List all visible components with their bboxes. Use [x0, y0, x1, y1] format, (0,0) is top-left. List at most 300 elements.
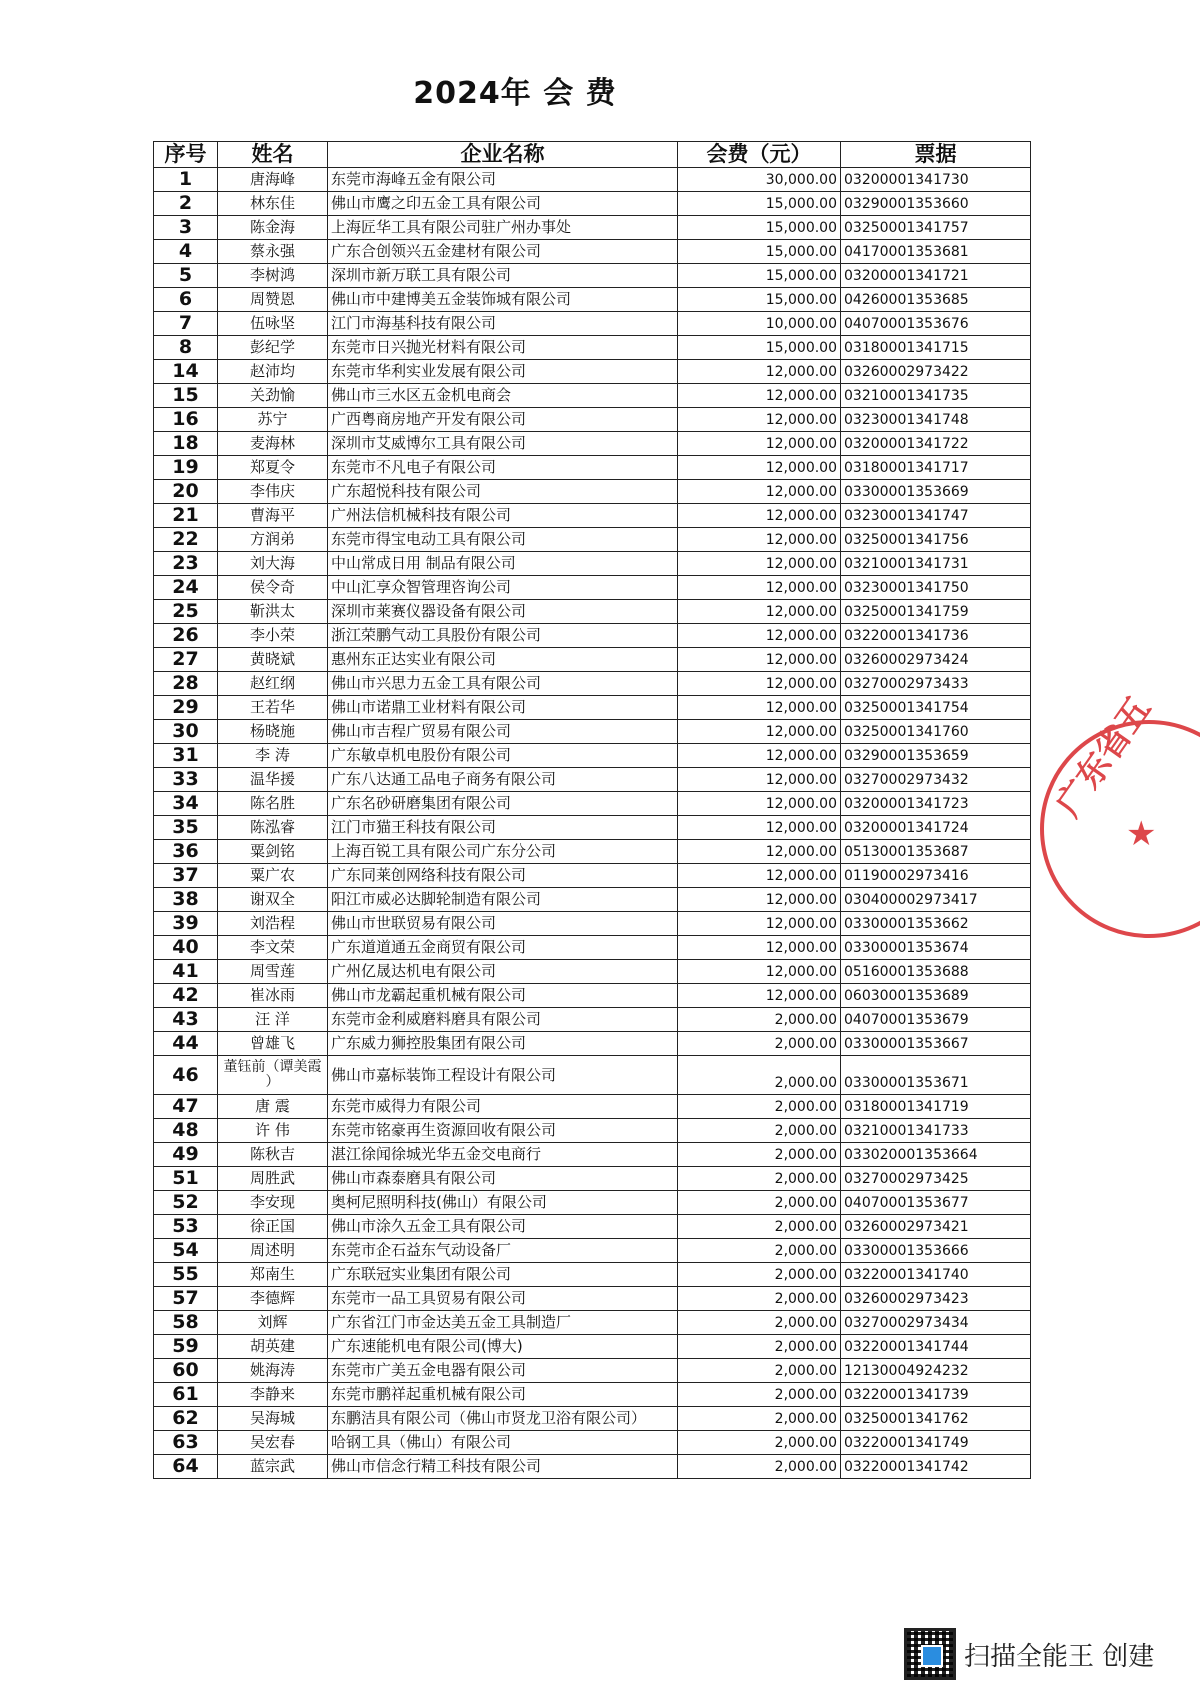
row-receipt: 03300001353662	[841, 912, 1031, 936]
table-row	[154, 1143, 1031, 1167]
official-seal	[1040, 689, 1200, 938]
row-no: 28	[154, 672, 218, 696]
row-company: 佛山市中建博美五金装饰城有限公司	[328, 288, 678, 312]
row-name: 苏宁	[218, 408, 328, 432]
row-name: 林东佳	[218, 192, 328, 216]
row-fee: 2,000.00	[678, 1407, 841, 1431]
row-fee: 15,000.00	[678, 264, 841, 288]
row-name: 吴海城	[218, 1407, 328, 1431]
row-company: 江门市海基科技有限公司	[328, 312, 678, 336]
row-receipt: 03220001341740	[841, 1263, 1031, 1287]
row-no: 55	[154, 1263, 218, 1287]
row-name: 李伟庆	[218, 480, 328, 504]
row-no: 35	[154, 816, 218, 840]
row-receipt: 03300001353674	[841, 936, 1031, 960]
row-receipt: 03260002973423	[841, 1287, 1031, 1311]
row-fee: 2,000.00	[678, 1431, 841, 1455]
table-row	[154, 360, 1031, 384]
row-receipt: 03220001341736	[841, 624, 1031, 648]
table-row	[154, 888, 1031, 912]
row-fee: 2,000.00	[678, 1359, 841, 1383]
row-fee: 2,000.00	[678, 1095, 841, 1119]
row-no: 4	[154, 240, 218, 264]
table-row	[154, 1119, 1031, 1143]
row-name: 姚海涛	[218, 1359, 328, 1383]
row-receipt: 03270002973434	[841, 1311, 1031, 1335]
table-row	[154, 216, 1031, 240]
row-fee: 15,000.00	[678, 288, 841, 312]
row-fee: 15,000.00	[678, 336, 841, 360]
row-no: 51	[154, 1167, 218, 1191]
row-name: 吴宏春	[218, 1431, 328, 1455]
row-company: 佛山市兴思力五金工具有限公司	[328, 672, 678, 696]
row-fee: 2,000.00	[678, 1215, 841, 1239]
row-fee: 15,000.00	[678, 240, 841, 264]
row-name: 董钰前（谭美霞 ）	[218, 1056, 328, 1095]
row-receipt: 03200001341721	[841, 264, 1031, 288]
row-fee: 2,000.00	[678, 1191, 841, 1215]
row-name: 李 涛	[218, 744, 328, 768]
row-fee: 12,000.00	[678, 408, 841, 432]
row-fee: 12,000.00	[678, 648, 841, 672]
row-fee: 30,000.00	[678, 168, 841, 192]
row-no: 8	[154, 336, 218, 360]
row-name: 陈泓睿	[218, 816, 328, 840]
row-name: 李德辉	[218, 1287, 328, 1311]
row-fee: 2,000.00	[678, 1119, 841, 1143]
row-name: 周述明	[218, 1239, 328, 1263]
row-receipt: 03250001341757	[841, 216, 1031, 240]
row-company: 江门市猫王科技有限公司	[328, 816, 678, 840]
row-receipt: 03250001341762	[841, 1407, 1031, 1431]
header-fee: 会费（元）	[678, 142, 841, 168]
row-name: 李文荣	[218, 936, 328, 960]
qr-code-icon	[904, 1628, 956, 1680]
row-name: 赵沛均	[218, 360, 328, 384]
row-name: 曾雄飞	[218, 1032, 328, 1056]
seal-star-icon: ★	[1126, 814, 1157, 854]
row-receipt: 03290001353659	[841, 744, 1031, 768]
row-no: 58	[154, 1311, 218, 1335]
scanner-watermark	[904, 1624, 1154, 1684]
row-no: 62	[154, 1407, 218, 1431]
row-no: 40	[154, 936, 218, 960]
row-company: 广东道道通五金商贸有限公司	[328, 936, 678, 960]
row-company: 佛山市诺鼎工业材料有限公司	[328, 696, 678, 720]
table-row	[154, 1167, 1031, 1191]
row-company: 广东敏卓机电股份有限公司	[328, 744, 678, 768]
row-fee: 12,000.00	[678, 696, 841, 720]
row-no: 20	[154, 480, 218, 504]
table-row	[154, 384, 1031, 408]
row-receipt: 03210001341731	[841, 552, 1031, 576]
row-no: 47	[154, 1095, 218, 1119]
table-body	[154, 168, 1031, 1479]
row-fee: 12,000.00	[678, 936, 841, 960]
table-row	[154, 408, 1031, 432]
row-fee: 12,000.00	[678, 816, 841, 840]
row-company: 广东速能机电有限公司(博大)	[328, 1335, 678, 1359]
table-row	[154, 744, 1031, 768]
row-receipt: 12130004924232	[841, 1359, 1031, 1383]
row-company: 广州亿晟达机电有限公司	[328, 960, 678, 984]
row-name: 谢双全	[218, 888, 328, 912]
row-receipt: 03180001341719	[841, 1095, 1031, 1119]
row-receipt: 03300001353667	[841, 1032, 1031, 1056]
row-name: 徐正国	[218, 1215, 328, 1239]
row-fee: 2,000.00	[678, 1287, 841, 1311]
seal-text: 广东省五	[1048, 689, 1160, 824]
row-fee: 12,000.00	[678, 888, 841, 912]
row-receipt: 01190002973416	[841, 864, 1031, 888]
row-company: 广东省江门市金达美五金工具制造厂	[328, 1311, 678, 1335]
row-receipt: 03210001341733	[841, 1119, 1031, 1143]
row-no: 30	[154, 720, 218, 744]
row-company: 东莞市鹏祥起重机械有限公司	[328, 1383, 678, 1407]
row-no: 21	[154, 504, 218, 528]
row-receipt: 05130001353687	[841, 840, 1031, 864]
row-no: 52	[154, 1191, 218, 1215]
row-receipt: 03220001341739	[841, 1383, 1031, 1407]
row-receipt: 03230001341750	[841, 576, 1031, 600]
row-company: 广州法信机械科技有限公司	[328, 504, 678, 528]
row-receipt: 03200001341722	[841, 432, 1031, 456]
row-no: 39	[154, 912, 218, 936]
table-row	[154, 1287, 1031, 1311]
row-no: 16	[154, 408, 218, 432]
row-no: 25	[154, 600, 218, 624]
row-receipt: 03220001341742	[841, 1455, 1031, 1479]
row-company: 东莞市威得力有限公司	[328, 1095, 678, 1119]
row-company: 佛山市世联贸易有限公司	[328, 912, 678, 936]
row-company: 东莞市华利实业发展有限公司	[328, 360, 678, 384]
row-name: 唐海峰	[218, 168, 328, 192]
row-name: 刘辉	[218, 1311, 328, 1335]
table-row	[154, 792, 1031, 816]
row-receipt: 03250001341754	[841, 696, 1031, 720]
row-name: 麦海林	[218, 432, 328, 456]
row-company: 哈钢工具（佛山）有限公司	[328, 1431, 678, 1455]
table-row	[154, 336, 1031, 360]
row-fee: 2,000.00	[678, 1032, 841, 1056]
table-row	[154, 528, 1031, 552]
table-row	[154, 1383, 1031, 1407]
row-no: 57	[154, 1287, 218, 1311]
row-name: 刘大海	[218, 552, 328, 576]
table-row	[154, 1431, 1031, 1455]
row-company: 佛山市龙霸起重机械有限公司	[328, 984, 678, 1008]
row-no: 53	[154, 1215, 218, 1239]
table-row	[154, 240, 1031, 264]
row-fee: 12,000.00	[678, 792, 841, 816]
row-company: 深圳市艾威博尔工具有限公司	[328, 432, 678, 456]
row-company: 东莞市一品工具贸易有限公司	[328, 1287, 678, 1311]
row-fee: 12,000.00	[678, 432, 841, 456]
row-company: 佛山市吉程广贸易有限公司	[328, 720, 678, 744]
row-no: 49	[154, 1143, 218, 1167]
row-name: 汪 洋	[218, 1008, 328, 1032]
row-fee: 15,000.00	[678, 216, 841, 240]
row-name: 王若华	[218, 696, 328, 720]
row-company: 广西粤商房地产开发有限公司	[328, 408, 678, 432]
table-row	[154, 1056, 1031, 1095]
table-row	[154, 1239, 1031, 1263]
table-row	[154, 456, 1031, 480]
table-row	[154, 312, 1031, 336]
row-company: 东莞市日兴抛光材料有限公司	[328, 336, 678, 360]
table-row	[154, 1311, 1031, 1335]
row-name: 蓝宗武	[218, 1455, 328, 1479]
row-company: 惠州东正达实业有限公司	[328, 648, 678, 672]
row-company: 佛山市信念行精工科技有限公司	[328, 1455, 678, 1479]
row-company: 东莞市铭豪再生资源回收有限公司	[328, 1119, 678, 1143]
row-fee: 12,000.00	[678, 624, 841, 648]
row-fee: 12,000.00	[678, 960, 841, 984]
row-no: 2	[154, 192, 218, 216]
row-company: 上海百锐工具有限公司广东分公司	[328, 840, 678, 864]
row-no: 42	[154, 984, 218, 1008]
row-company: 东莞市企石益东气动设备厂	[328, 1239, 678, 1263]
row-company: 佛山市涂久五金工具有限公司	[328, 1215, 678, 1239]
header-receipt: 票据	[841, 142, 1031, 168]
row-company: 深圳市莱赛仪器设备有限公司	[328, 600, 678, 624]
row-name: 刘浩程	[218, 912, 328, 936]
row-receipt: 03260002973424	[841, 648, 1031, 672]
row-company: 奥柯尼照明科技(佛山）有限公司	[328, 1191, 678, 1215]
row-name: 李静来	[218, 1383, 328, 1407]
row-name: 周雪莲	[218, 960, 328, 984]
row-fee: 12,000.00	[678, 552, 841, 576]
row-receipt: 03300001353671	[841, 1056, 1031, 1095]
row-company: 东莞市不凡电子有限公司	[328, 456, 678, 480]
row-fee: 15,000.00	[678, 192, 841, 216]
table-row	[154, 552, 1031, 576]
row-name: 崔冰雨	[218, 984, 328, 1008]
row-company: 广东联冠实业集团有限公司	[328, 1263, 678, 1287]
row-fee: 2,000.00	[678, 1455, 841, 1479]
row-name: 粟广农	[218, 864, 328, 888]
row-name: 胡英建	[218, 1335, 328, 1359]
row-no: 14	[154, 360, 218, 384]
row-company: 广东超悦科技有限公司	[328, 480, 678, 504]
table-row	[154, 1407, 1031, 1431]
row-no: 34	[154, 792, 218, 816]
row-no: 60	[154, 1359, 218, 1383]
row-name: 曹海平	[218, 504, 328, 528]
table-row	[154, 768, 1031, 792]
row-fee: 12,000.00	[678, 768, 841, 792]
row-receipt: 03250001341756	[841, 528, 1031, 552]
table-row	[154, 864, 1031, 888]
row-company: 广东同莱创网络科技有限公司	[328, 864, 678, 888]
table-row	[154, 1359, 1031, 1383]
table-row	[154, 576, 1031, 600]
row-company: 佛山市鹰之印五金工具有限公司	[328, 192, 678, 216]
table-row	[154, 720, 1031, 744]
table-header-row	[154, 142, 1031, 168]
row-receipt: 03300001353666	[841, 1239, 1031, 1263]
row-no: 59	[154, 1335, 218, 1359]
row-receipt: 03200001341730	[841, 168, 1031, 192]
row-name: 李树鸿	[218, 264, 328, 288]
row-receipt: 03270002973432	[841, 768, 1031, 792]
row-name: 方润弟	[218, 528, 328, 552]
row-name: 李安现	[218, 1191, 328, 1215]
table-row	[154, 1335, 1031, 1359]
row-fee: 2,000.00	[678, 1335, 841, 1359]
row-name: 许 伟	[218, 1119, 328, 1143]
row-company: 佛山市嘉标装饰工程设计有限公司	[328, 1056, 678, 1095]
row-receipt: 04070001353677	[841, 1191, 1031, 1215]
row-name: 唐 震	[218, 1095, 328, 1119]
row-company: 中山汇享众智管理咨询公司	[328, 576, 678, 600]
row-company: 广东合创领兴五金建材有限公司	[328, 240, 678, 264]
membership-fee-table	[153, 141, 1031, 1479]
row-name: 周胜武	[218, 1167, 328, 1191]
row-no: 37	[154, 864, 218, 888]
row-receipt: 06030001353689	[841, 984, 1031, 1008]
table-row	[154, 1032, 1031, 1056]
row-no: 24	[154, 576, 218, 600]
row-no: 33	[154, 768, 218, 792]
row-no: 15	[154, 384, 218, 408]
row-no: 63	[154, 1431, 218, 1455]
row-receipt: 03250001341760	[841, 720, 1031, 744]
row-no: 5	[154, 264, 218, 288]
row-fee: 10,000.00	[678, 312, 841, 336]
page-title: 2024年 会 费	[413, 76, 617, 111]
row-company: 东鹏洁具有限公司（佛山市贤龙卫浴有限公司）	[328, 1407, 678, 1431]
row-no: 31	[154, 744, 218, 768]
row-company: 东莞市金利威磨料磨具有限公司	[328, 1008, 678, 1032]
row-fee: 12,000.00	[678, 984, 841, 1008]
row-name: 陈金海	[218, 216, 328, 240]
table-row	[154, 480, 1031, 504]
row-name: 陈名胜	[218, 792, 328, 816]
row-company: 佛山市森泰磨具有限公司	[328, 1167, 678, 1191]
row-receipt: 033020001353664	[841, 1143, 1031, 1167]
row-name: 黄晓斌	[218, 648, 328, 672]
row-no: 27	[154, 648, 218, 672]
row-name: 周赞恩	[218, 288, 328, 312]
row-no: 46	[154, 1056, 218, 1095]
row-no: 19	[154, 456, 218, 480]
row-no: 26	[154, 624, 218, 648]
row-receipt: 04070001353679	[841, 1008, 1031, 1032]
table-row	[154, 432, 1031, 456]
row-receipt: 03300001353669	[841, 480, 1031, 504]
table-row	[154, 600, 1031, 624]
row-name: 侯令奇	[218, 576, 328, 600]
row-name: 郑南生	[218, 1263, 328, 1287]
row-name: 赵红纲	[218, 672, 328, 696]
row-company: 上海匠华工具有限公司驻广州办事处	[328, 216, 678, 240]
row-name: 伍咏坚	[218, 312, 328, 336]
table-row	[154, 1215, 1031, 1239]
row-receipt: 03220001341744	[841, 1335, 1031, 1359]
row-company: 广东名砂研磨集团有限公司	[328, 792, 678, 816]
row-receipt: 03210001341735	[841, 384, 1031, 408]
table-row	[154, 960, 1031, 984]
row-fee: 12,000.00	[678, 720, 841, 744]
row-fee: 12,000.00	[678, 360, 841, 384]
row-fee: 2,000.00	[678, 1008, 841, 1032]
row-fee: 12,000.00	[678, 384, 841, 408]
row-no: 61	[154, 1383, 218, 1407]
row-no: 7	[154, 312, 218, 336]
row-receipt: 03230001341747	[841, 504, 1031, 528]
row-fee: 12,000.00	[678, 504, 841, 528]
row-no: 29	[154, 696, 218, 720]
row-company: 广东威力狮控股集团有限公司	[328, 1032, 678, 1056]
row-no: 22	[154, 528, 218, 552]
row-receipt: 03230001341748	[841, 408, 1031, 432]
table-row	[154, 648, 1031, 672]
row-no: 48	[154, 1119, 218, 1143]
row-fee: 2,000.00	[678, 1056, 841, 1095]
row-fee: 12,000.00	[678, 672, 841, 696]
row-receipt: 03260002973422	[841, 360, 1031, 384]
row-receipt: 03290001353660	[841, 192, 1031, 216]
row-receipt: 04170001353681	[841, 240, 1031, 264]
row-company: 阳江市威必达脚轮制造有限公司	[328, 888, 678, 912]
table-row	[154, 264, 1031, 288]
row-receipt: 03200001341723	[841, 792, 1031, 816]
table-row	[154, 504, 1031, 528]
table-row	[154, 672, 1031, 696]
row-company: 东莞市广美五金电器有限公司	[328, 1359, 678, 1383]
row-fee: 2,000.00	[678, 1239, 841, 1263]
row-fee: 12,000.00	[678, 744, 841, 768]
row-receipt: 03200001341724	[841, 816, 1031, 840]
row-name: 彭纪学	[218, 336, 328, 360]
row-fee: 12,000.00	[678, 456, 841, 480]
table-row	[154, 984, 1031, 1008]
row-name: 粟剑铭	[218, 840, 328, 864]
header-name: 姓名	[218, 142, 328, 168]
table-row	[154, 936, 1031, 960]
row-name: 陈秋吉	[218, 1143, 328, 1167]
watermark-text: 扫描全能王 创建	[964, 1641, 1155, 1672]
row-no: 43	[154, 1008, 218, 1032]
row-no: 18	[154, 432, 218, 456]
row-company: 东莞市海峰五金有限公司	[328, 168, 678, 192]
row-fee: 2,000.00	[678, 1263, 841, 1287]
table-row	[154, 840, 1031, 864]
table-row	[154, 1008, 1031, 1032]
row-fee: 12,000.00	[678, 864, 841, 888]
row-no: 36	[154, 840, 218, 864]
table-row	[154, 696, 1031, 720]
row-receipt: 03250001341759	[841, 600, 1031, 624]
row-name: 温华援	[218, 768, 328, 792]
table-row	[154, 624, 1031, 648]
table-row	[154, 192, 1031, 216]
row-fee: 12,000.00	[678, 600, 841, 624]
row-fee: 12,000.00	[678, 528, 841, 552]
table-row	[154, 168, 1031, 192]
table-row	[154, 1095, 1031, 1119]
row-no: 44	[154, 1032, 218, 1056]
row-receipt: 04260001353685	[841, 288, 1031, 312]
row-no: 41	[154, 960, 218, 984]
row-receipt: 03220001341749	[841, 1431, 1031, 1455]
row-receipt: 03270002973433	[841, 672, 1031, 696]
row-no: 6	[154, 288, 218, 312]
table-row	[154, 1191, 1031, 1215]
table-row	[154, 1455, 1031, 1479]
row-no: 54	[154, 1239, 218, 1263]
